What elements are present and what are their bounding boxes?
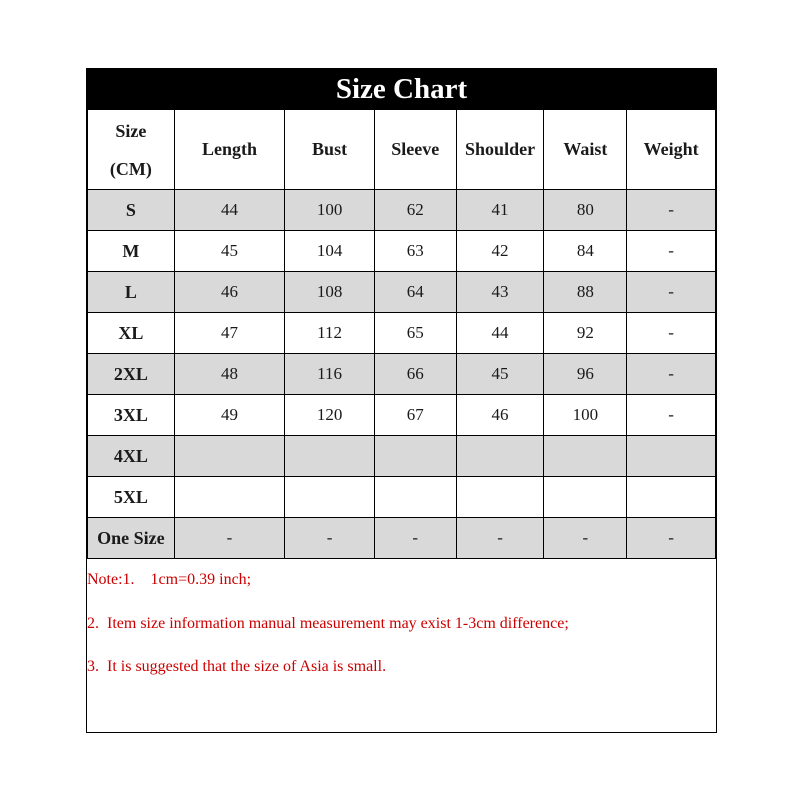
measurement-cell: 44 [456, 313, 544, 354]
measurement-cell: 84 [544, 231, 627, 272]
measurement-cell: 63 [374, 231, 456, 272]
measurement-cell: 96 [544, 354, 627, 395]
table-row [88, 354, 716, 395]
column-header-sleeve: Sleeve [374, 110, 456, 190]
table-row [88, 231, 716, 272]
column-header-waist: Waist [544, 110, 627, 190]
measurement-cell [456, 477, 544, 518]
measurement-cell: 120 [285, 395, 375, 436]
measurement-cell [285, 436, 375, 477]
measurement-cell [174, 436, 285, 477]
measurement-cell: - [627, 272, 716, 313]
measurement-cell: - [627, 190, 716, 231]
header-row [88, 110, 716, 190]
measurement-cell: - [627, 354, 716, 395]
size-label-cell: XL [88, 313, 175, 354]
measurement-cell [544, 436, 627, 477]
measurement-cell: - [544, 518, 627, 559]
measurement-cell: 104 [285, 231, 375, 272]
size-label-cell: L [88, 272, 175, 313]
size-label-cell: 3XL [88, 395, 175, 436]
note-2: 2. Item size information manual measurement may exist 1-3cm difference; [87, 615, 569, 632]
measurement-cell: 62 [374, 190, 456, 231]
measurement-cell [456, 436, 544, 477]
measurement-cell: 88 [544, 272, 627, 313]
column-header-shoulder: Shoulder [456, 110, 544, 190]
measurement-cell [285, 477, 375, 518]
table-row [88, 272, 716, 313]
corner-header-line1: Size [115, 120, 147, 141]
measurement-cell: 108 [285, 272, 375, 313]
measurement-cell: 44 [174, 190, 285, 231]
measurement-cell: 80 [544, 190, 627, 231]
measurement-cell [627, 477, 716, 518]
measurement-cell: 46 [174, 272, 285, 313]
measurement-cell: 67 [374, 395, 456, 436]
note-3: 3. It is suggested that the size of Asia is small. [87, 658, 387, 675]
column-header-weight: Weight [627, 110, 716, 190]
measurement-cell: - [627, 518, 716, 559]
table-row [88, 395, 716, 436]
measurement-cell: - [627, 231, 716, 272]
size-table-body [88, 110, 716, 559]
table-row [88, 436, 716, 477]
measurement-cell: 43 [456, 272, 544, 313]
measurement-cell: - [627, 313, 716, 354]
table-row [88, 190, 716, 231]
measurement-cell [374, 436, 456, 477]
size-table [87, 109, 716, 559]
corner-header-cell [88, 110, 175, 190]
table-row [88, 477, 716, 518]
measurement-cell: 64 [374, 272, 456, 313]
table-row [88, 313, 716, 354]
column-header-bust: Bust [285, 110, 375, 190]
table-row [88, 518, 716, 559]
measurement-cell: 66 [374, 354, 456, 395]
measurement-cell: 100 [285, 190, 375, 231]
measurement-cell: 100 [544, 395, 627, 436]
measurement-cell: 48 [174, 354, 285, 395]
measurement-cell [374, 477, 456, 518]
measurement-cell [544, 477, 627, 518]
measurement-cell: 47 [174, 313, 285, 354]
measurement-cell: 112 [285, 313, 375, 354]
measurement-cell: 49 [174, 395, 285, 436]
measurement-cell: 92 [544, 313, 627, 354]
measurement-cell: 46 [456, 395, 544, 436]
size-label-cell: S [88, 190, 175, 231]
size-label-cell: M [88, 231, 175, 272]
corner-header-line2: (CM) [109, 158, 152, 179]
measurement-cell: - [627, 395, 716, 436]
size-chart-title: Size Chart [87, 69, 716, 109]
measurement-cell: 45 [174, 231, 285, 272]
measurement-cell [627, 436, 716, 477]
measurement-cell: - [285, 518, 375, 559]
size-label-cell: One Size [88, 518, 175, 559]
measurement-cell: - [456, 518, 544, 559]
measurement-cell: 45 [456, 354, 544, 395]
measurement-cell: - [374, 518, 456, 559]
measurement-cell [174, 477, 285, 518]
note-1: Note:1. 1cm=0.39 inch; [87, 571, 252, 588]
measurement-cell: 65 [374, 313, 456, 354]
size-label-cell: 2XL [88, 354, 175, 395]
measurement-cell: - [174, 518, 285, 559]
size-label-cell: 4XL [88, 436, 175, 477]
measurement-cell: 42 [456, 231, 544, 272]
measurement-cell: 41 [456, 190, 544, 231]
size-label-cell: 5XL [88, 477, 175, 518]
size-chart [86, 68, 717, 733]
column-header-length: Length [174, 110, 285, 190]
measurement-cell: 116 [285, 354, 375, 395]
